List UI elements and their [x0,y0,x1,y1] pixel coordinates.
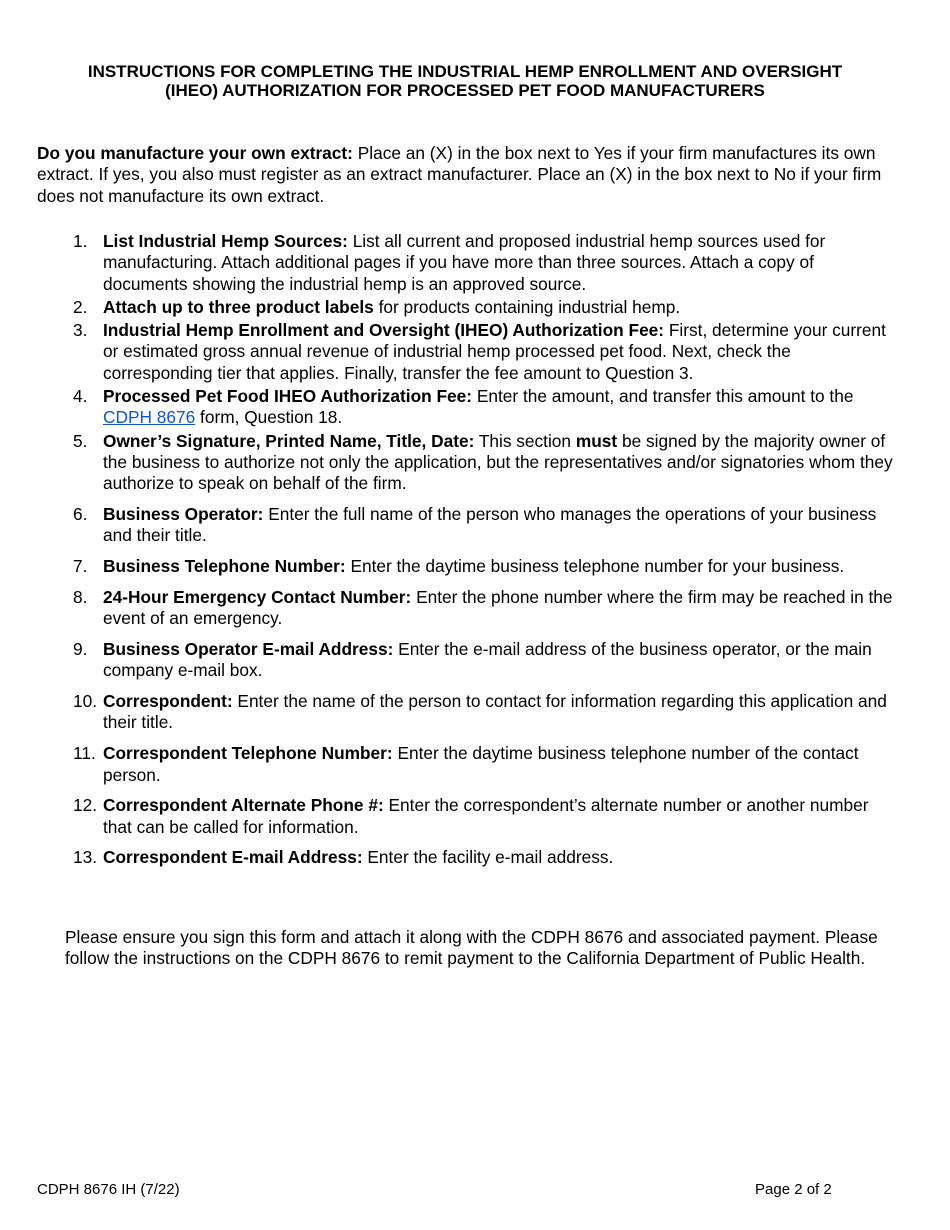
item-number: 9. [73,639,88,660]
intro-label: Do you manufacture your own extract: [37,143,353,163]
list-item [0,386,893,429]
item-number: 11. [73,743,96,764]
item-number: 13. [73,847,98,868]
list-item [0,431,893,495]
item-text-before: Enter the amount, and transfer this amount to the [476,386,854,407]
item-number: 12. [73,795,98,816]
list-item [0,639,893,682]
title-line-1: INSTRUCTIONS FOR COMPLETING THE INDUSTRIAL HEMP ENROLLMENT AND OVERSIGHT [87,62,843,81]
list-item [0,795,893,838]
item-label: Business Telephone Number: [103,556,346,577]
list-item [0,504,893,547]
title-line-2: (IHEO) AUTHORIZATION FOR PROCESSED PET FOOD MANUFACTURERS [165,81,765,100]
item-text-before: This section [478,430,572,451]
item-number: 2. [73,296,88,317]
item-label: 24-Hour Emergency Contact Number: [103,586,412,607]
item-text: Enter the phone number where the firm may be reached in the event of an emergency. [103,586,893,629]
item-text: for products containing industrial hemp. [378,296,681,317]
item-text: Enter the e-mail address of the business operator, or the main company e-mail box. [103,639,872,681]
item-label: Business Operator E-mail Address: [103,639,394,660]
list-item [0,847,893,868]
intro-paragraph [37,143,907,207]
item-label: Industrial Hemp Enrollment and Oversight (IHEO) Authorization Fee: [103,320,665,341]
item-text: List all current and proposed industrial hemp sources used for manufacturing. Attach additional pages if you have more than three sources. Attach a copy of documents showing the industrial hemp is an approved source. [103,231,826,294]
item-label: List Industrial Hemp Sources: [103,231,348,251]
list-item [0,297,893,318]
list-item [0,320,893,384]
form-id-footer: CDPH 8676 IH (7/22) [37,1181,180,1198]
list-item [0,743,893,786]
item-number: 10. [73,691,98,712]
item-label: Processed Pet Food IHEO Authorization Fee: [103,386,473,407]
item-text: Enter the correspondent’s alternate number or another number that can be called for information. [103,795,869,837]
item-label: Correspondent Telephone Number: [103,743,393,764]
cdph-8676-link[interactable]: CDPH 8676 [103,407,196,428]
instruction-list [0,231,950,869]
item-label: Correspondent E-mail Address: [103,847,363,868]
item-number: 5. [73,430,88,451]
item-text: First, determine your current or estimated gross annual revenue of industrial hemp processed pet food. Next, check the corresponding tier that applies. Finally, transfer the fee amount to Question 3. [103,320,886,383]
item-text-after: be signed by the majority owner of the business to authorize not only the application, but the representatives and/or signatories whom they authorize to speak on behalf of the firm. [103,430,893,494]
item-number: 1. [73,231,88,251]
closing-paragraph: Please ensure you sign this form and attach it along with the CDPH 8676 and associated payment. Please follow the instructions on the CDPH 8676 to remit payment to the California Department of Public Health. [65,927,878,969]
item-number: 4. [73,386,88,407]
item-label: Attach up to three product labels [103,296,374,317]
item-label: Owner’s Signature, Printed Name, Title, Date: [103,430,475,451]
item-number: 7. [73,556,88,577]
page-number: Page 2 of 2 [755,1181,832,1198]
item-label: Correspondent Alternate Phone #: [103,795,384,816]
item-text: Enter the daytime business telephone number of the contact person. [103,743,859,785]
item-label: Business Operator: [103,504,264,525]
list-item [0,587,893,630]
item-text: Enter the facility e-mail address. [367,847,614,868]
item-text: Enter the daytime business telephone number for your business. [350,556,845,577]
item-number: 8. [73,586,88,607]
intro-text: Place an (X) in the box next to Yes if your firm manufactures its own extract. If yes, you also must register as an extract manufacturer. Place an (X) in the box next to No if your firm does not manufacture its own extract. [37,143,882,206]
item-label: Correspondent: [103,691,233,712]
item-number: 3. [73,320,88,341]
item-text: Enter the name of the person to contact for information regarding this application and their title. [103,691,887,733]
item-emphasis: must [575,430,618,451]
list-item [0,691,893,734]
item-text-after: form, Question 18. [200,407,343,428]
list-item [0,231,893,295]
item-text: Enter the full name of the person who manages the operations of your business and their title. [103,504,877,546]
item-number: 6. [73,504,88,525]
list-item [0,556,893,577]
document-title [0,62,930,100]
